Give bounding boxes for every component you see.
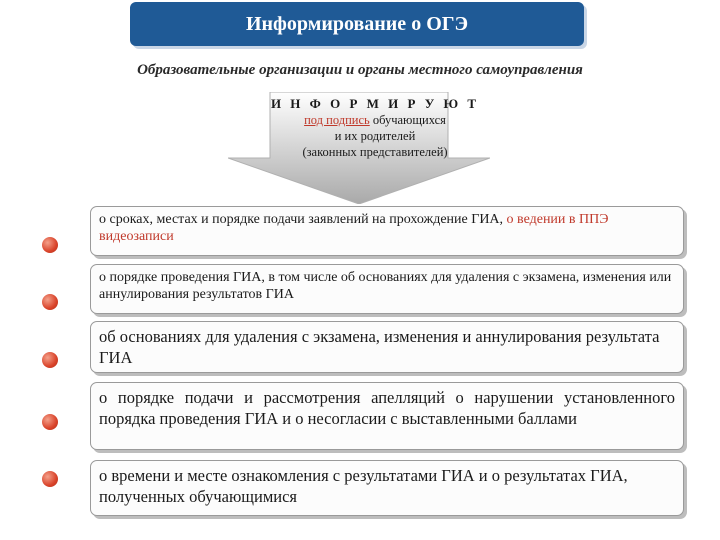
info-item-2-text: о порядке проведения ГИА, в том числе об основаниях для удаления с экзамена, изменения или аннулирования результатов ГИА xyxy=(99,270,672,302)
info-item-2 xyxy=(90,264,684,314)
arrow-text xyxy=(270,96,480,160)
info-item-5 xyxy=(90,460,684,516)
arrow-red-text: под подпись xyxy=(304,113,370,127)
info-item-1-text: о сроках, местах и порядке подачи заявлений на прохождение ГИА, xyxy=(99,212,507,227)
info-item-4 xyxy=(90,382,684,450)
subtitle: Образовательные организации и органы местного самоуправления xyxy=(137,62,583,78)
title-box xyxy=(130,2,584,46)
bullet-dot xyxy=(42,352,58,368)
info-item-5-text: о времени и месте ознакомления с результатами ГИА и о результатах ГИА, полученных обучающимися xyxy=(99,466,628,506)
bullet-dot xyxy=(42,237,58,253)
arrow-line-3: (законных представителей) xyxy=(302,145,448,159)
arrow-heading: И Н Ф О Р М И Р У Ю Т xyxy=(270,96,480,111)
info-item-1 xyxy=(90,206,684,256)
info-item-3-text: об основаниях для удаления с экзамена, изменения и аннулирования результата ГИА xyxy=(99,327,660,367)
arrow-line-2: и их родителей xyxy=(334,129,416,143)
info-item-1-red-text: о ведении в ППЭ видеозаписи xyxy=(99,212,609,244)
bullet-dot xyxy=(42,294,58,310)
bullet-dot xyxy=(42,471,58,487)
arrow-line-1-rest: обучающихся xyxy=(369,113,446,127)
info-item-3 xyxy=(90,321,684,373)
page-title: Информирование о ОГЭ xyxy=(245,12,469,35)
bullet-dot xyxy=(42,414,58,430)
arrow-line-1 xyxy=(270,112,480,128)
info-item-4-text: о порядке подачи и рассмотрения апелляций о нарушении установленного порядка проведения ГИА и о несогласии с выставленными баллами xyxy=(99,388,675,428)
